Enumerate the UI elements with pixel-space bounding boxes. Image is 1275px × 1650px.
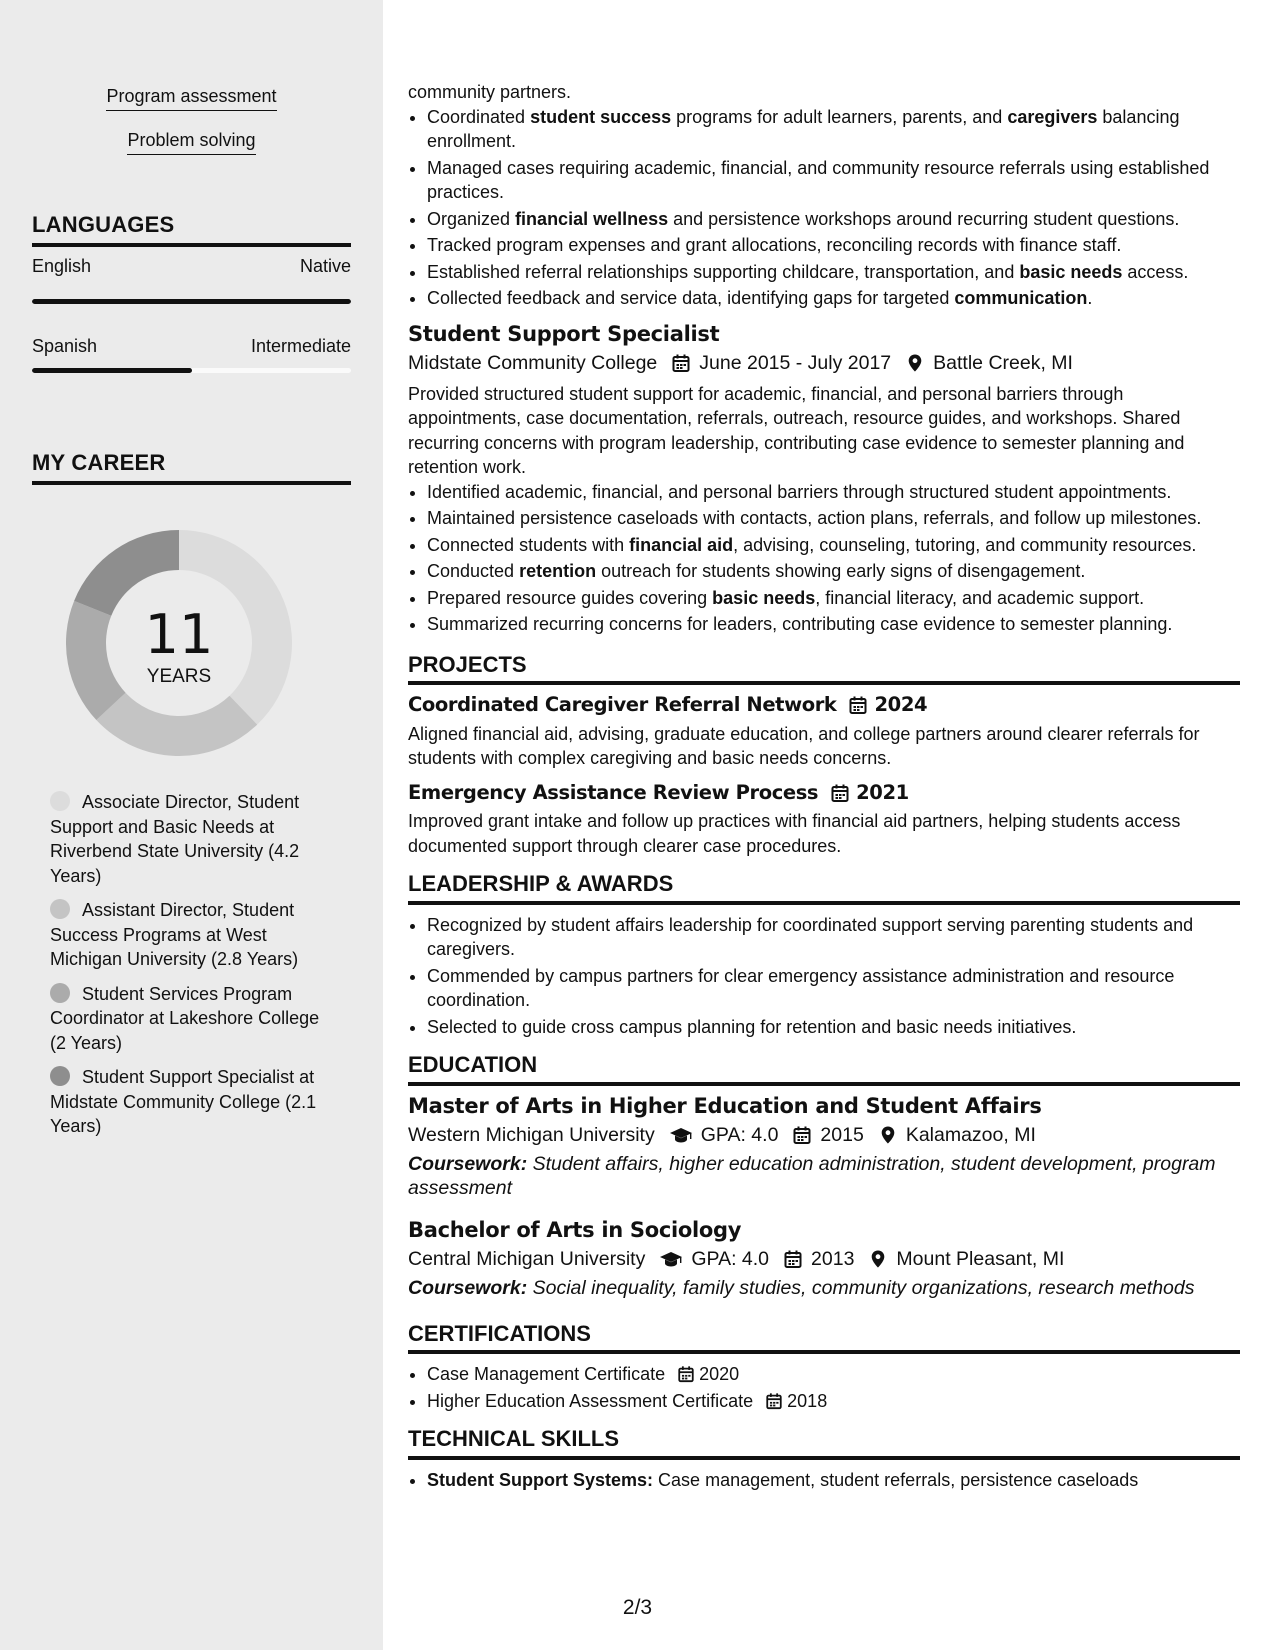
graduation-cap-icon: [659, 1249, 683, 1269]
legend-swatch: [50, 791, 70, 811]
leadership-heading: LEADERSHIP & AWARDS: [408, 872, 1240, 905]
gpa: GPA: 4.0: [691, 1248, 770, 1270]
project-title-row: [408, 693, 1240, 718]
coursework-text: Student affairs, higher education administration, student development, program assessment: [408, 1152, 1216, 1199]
job-bullet: • Maintained persistence caseloads with contacts, action plans, referrals, and follow up milestones.: [427, 506, 1240, 531]
project-year: 2021: [856, 780, 909, 804]
language-row: [32, 336, 351, 357]
career-total-years: 11: [144, 603, 214, 666]
career-legend-label: Student Support Specialist at Midstate Community College (2.1 Years): [50, 1067, 317, 1136]
job-bullet: • Identified academic, financial, and personal barriers through structured student appointments.: [427, 480, 1240, 505]
location-pin-icon: [868, 1249, 888, 1269]
language-name: Spanish: [32, 336, 98, 356]
previous-job-bullet: • Collected feedback and service data, identifying gaps for targeted communication.: [427, 286, 1240, 311]
technical-skill-item: [427, 1468, 1240, 1493]
job-bullet: • Prepared resource guides covering basic needs, financial literacy, and academic support.: [427, 586, 1240, 611]
donut-segment: [96, 693, 257, 756]
career-unit-label: YEARS: [146, 666, 212, 687]
degree-title: Bachelor of Arts in Sociology: [408, 1217, 742, 1242]
job-dates: June 2015 - July 2017: [699, 352, 892, 374]
legend-swatch: [50, 983, 70, 1003]
calendar-icon: [830, 783, 850, 803]
calendar-icon: [792, 1125, 812, 1145]
main-content: [408, 80, 1240, 1494]
project-description: Improved grant intake and follow up practices with financial aid partners, helping students access documented support through clearer case procedures.: [408, 811, 1181, 856]
job-bullet: • Connected students with financial aid, advising, counseling, tutoring, and community resources.: [427, 533, 1240, 558]
previous-job-bullet: • Coordinated student success programs for adult learners, parents, and caregivers balancing enrollment.: [427, 105, 1240, 154]
company-name: Midstate Community College: [408, 352, 658, 374]
language-bar: [32, 299, 351, 304]
language-level: Intermediate: [250, 336, 351, 356]
continued-text: community partners.: [408, 82, 572, 102]
certification-year: 2018: [787, 1390, 828, 1411]
skill-tag-label: Problem solving: [127, 130, 255, 155]
sidebar: [0, 0, 383, 1650]
education-item: [408, 1094, 1240, 1200]
school-name: Central Michigan University: [408, 1248, 646, 1270]
legend-swatch: [50, 899, 70, 919]
certification-item: [427, 1389, 1240, 1414]
certification-item: [427, 1362, 1240, 1387]
calendar-icon: [783, 1249, 803, 1269]
project-item: [408, 781, 1240, 859]
certifications-list: [408, 1362, 1240, 1413]
previous-job-bullet: • Organized financial wellness and persistence workshops around recurring student questions.: [427, 207, 1240, 232]
job-bullet: • Summarized recurring concerns for leaders, contributing case evidence to semester planning.: [427, 612, 1240, 637]
education-item: [408, 1218, 1240, 1300]
language-bar-fill: [32, 299, 351, 304]
project-year: 2024: [874, 693, 928, 716]
technical-skills-list: [408, 1468, 1240, 1493]
previous-job-bullet: • Managed cases requiring academic, financial, and community resource referrals using established practices.: [427, 156, 1240, 205]
career-legend-item: [50, 898, 320, 972]
projects-heading: PROJECTS: [408, 653, 1240, 686]
gpa: GPA: 4.0: [700, 1124, 779, 1146]
coursework-label: Coursework:: [408, 1152, 528, 1175]
career-legend: [50, 790, 320, 1149]
education-heading: EDUCATION: [408, 1053, 1240, 1086]
education-meta: [408, 1247, 1240, 1272]
leadership-list: [408, 913, 1240, 1040]
technical-skill-value: Case management, student referrals, persistence caseloads: [658, 1469, 1139, 1490]
calendar-icon: [765, 1392, 783, 1410]
project-title-row: [408, 781, 1240, 806]
career-legend-item: [50, 790, 320, 888]
career-legend-item: [50, 982, 320, 1056]
career-legend-label: Assistant Director, Student Success Programs at West Michigan University (2.8 Years): [50, 900, 299, 969]
job-bullet: • Conducted retention outreach for students showing early signs of disengagement.: [427, 559, 1240, 584]
graduation-year: 2013: [811, 1248, 855, 1270]
school-location: Mount Pleasant, MI: [896, 1248, 1065, 1270]
career-legend-label: Student Services Program Coordinator at Lakeshore College (2 Years): [50, 983, 320, 1053]
language-level: Native: [299, 256, 351, 276]
coursework-text: Social inequality, family studies, community organizations, research methods: [532, 1276, 1195, 1299]
graduation-year: 2015: [820, 1124, 864, 1146]
technical-skills-heading: TECHNICAL SKILLS: [408, 1427, 1240, 1460]
language-row: [32, 256, 351, 277]
coursework-label: Coursework:: [408, 1276, 528, 1299]
certifications-heading: CERTIFICATIONS: [408, 1322, 1240, 1355]
career-donut-chart: [66, 530, 292, 756]
graduation-cap-icon: [669, 1125, 693, 1145]
job-meta: [408, 351, 1240, 376]
job-title: Student Support Specialist: [408, 321, 720, 346]
languages-heading: LANGUAGES: [32, 212, 351, 247]
previous-job-bullet: • Tracked program expenses and grant allocations, reconciling records with finance staff.: [427, 233, 1240, 258]
job-bullets: [408, 480, 1240, 637]
project-description: Aligned financial aid, advising, graduate education, and college partners around clearer referrals for students with complex caregiving and basic needs concerns.: [408, 723, 1200, 768]
calendar-icon: [677, 1365, 695, 1383]
project-title: Coordinated Caregiver Referral Network: [408, 693, 837, 716]
certification-name: • Higher Education Assessment Certificate: [427, 1390, 754, 1411]
language-bar: [32, 368, 351, 373]
project-item: [408, 693, 1240, 771]
certification-name: • Case Management Certificate: [427, 1364, 666, 1384]
certification-year: 2020: [699, 1364, 740, 1384]
location-pin-icon: [878, 1125, 898, 1145]
coursework: [408, 1276, 1240, 1300]
previous-job-bullet: • Established referral relationships supporting childcare, transportation, and basic needs access.: [427, 260, 1240, 285]
previous-job-bullets: [408, 105, 1240, 311]
career-legend-item: [50, 1065, 320, 1139]
leadership-item: • Commended by campus partners for clear emergency assistance administration and resource coordination.: [427, 964, 1240, 1013]
education-meta: [408, 1123, 1240, 1148]
school-name: Western Michigan University: [408, 1124, 655, 1146]
project-title: Emergency Assistance Review Process: [408, 780, 819, 804]
language-name: English: [32, 256, 92, 276]
degree-title: Master of Arts in Higher Education and Student Affairs: [408, 1093, 1042, 1118]
coursework: [408, 1152, 1240, 1200]
leadership-item: • Selected to guide cross campus planning for retention and basic needs initiatives.: [427, 1015, 1240, 1040]
location-pin-icon: [905, 353, 925, 373]
language-bar-fill: [32, 368, 192, 373]
legend-swatch: [50, 1066, 70, 1086]
job-location: Battle Creek, MI: [933, 352, 1073, 374]
job-summary: Provided structured student support for academic, financial, and personal barriers through appointments, case documentation, referrals, outreach, resource guides, and workshops. Shared recurring concerns with program leadership, contributing case evidence to semester planning and retention work.: [408, 383, 1185, 477]
skill-tag: [0, 130, 383, 155]
calendar-icon: [671, 353, 691, 373]
skill-tag-label: Program assessment: [106, 86, 276, 111]
leadership-item: • Recognized by student affairs leadership for coordinated support serving parenting students and caregivers.: [427, 913, 1240, 962]
career-heading: MY CAREER: [32, 450, 351, 485]
calendar-icon: [848, 695, 868, 715]
technical-skill-label: Student Support Systems:: [427, 1469, 654, 1490]
school-location: Kalamazoo, MI: [905, 1124, 1036, 1146]
career-legend-label: Associate Director, Student Support and Basic Needs at Riverbend State University (4.2 Years): [50, 792, 300, 886]
page-number: 2/3: [622, 1596, 653, 1619]
skill-tag: [0, 86, 383, 111]
